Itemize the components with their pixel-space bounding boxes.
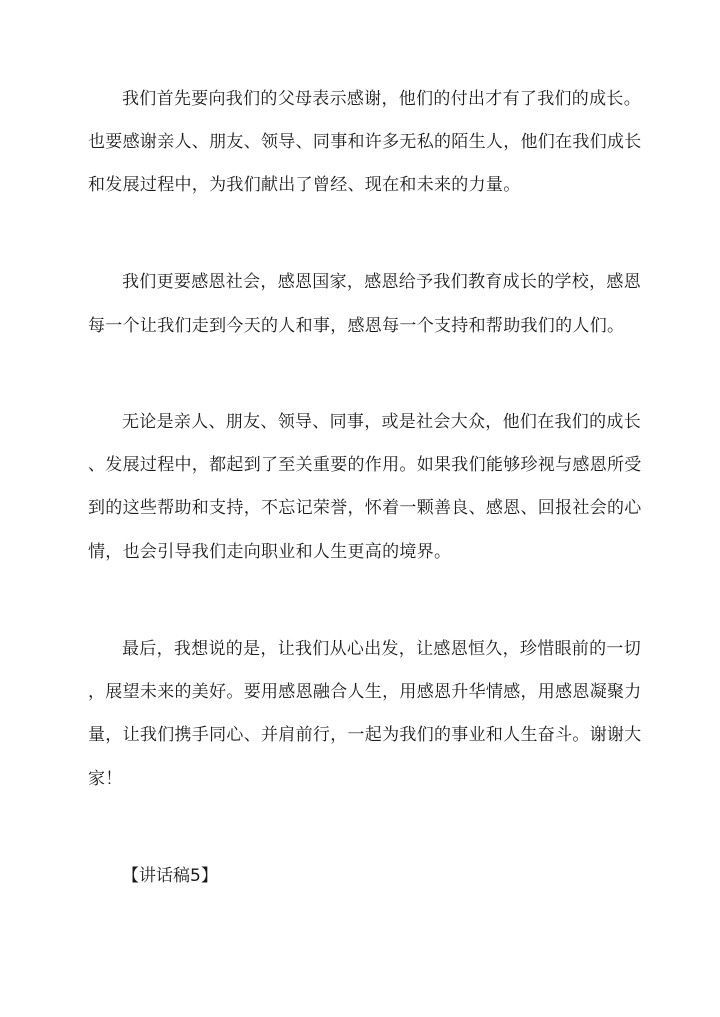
paragraph-4-line-4: 家！ xyxy=(88,769,123,789)
paragraph-4-line-1: 最后，我想说的是，让我们从心出发，让感恩恒久，珍惜眼前的一切 xyxy=(122,639,641,659)
paragraph-4-line-2: ，展望未来的美好。要用感恩融合人生，用感恩升华情感，用感恩凝聚力 xyxy=(88,682,642,702)
paragraph-4-line-3: 量，让我们携手同心、并肩前行，一起为我们的事业和人生奋斗。谢谢大 xyxy=(88,725,642,745)
paragraph-1-line-2: 也要感谢亲人、朋友、领导、同事和许多无私的陌生人，他们在我们成长 xyxy=(88,132,642,152)
section-heading: 【讲话稿5】 xyxy=(122,866,218,886)
paragraph-1-line-3: 和发展过程中，为我们献出了曾经、现在和未来的力量。 xyxy=(88,175,521,195)
paragraph-3-line-4: 情，也会引导我们走向职业和人生更高的境界。 xyxy=(88,542,452,562)
paragraph-3-line-1: 无论是亲人、朋友、领导、同事，或是社会大众，他们在我们的成长 xyxy=(122,412,641,432)
paragraph-2-line-1: 我们更要感恩社会，感恩国家，感恩给予我们教育成长的学校，感恩 xyxy=(122,272,641,292)
paragraph-3-line-2: 、发展过程中，都起到了至关重要的作用。如果我们能够珍视与感恩所受 xyxy=(88,455,642,475)
paragraph-1-line-1: 我们首先要向我们的父母表示感谢，他们的付出才有了我们的成长。 xyxy=(122,89,641,109)
paragraph-2-line-2: 每一个让我们走到今天的人和事，感恩每一个支持和帮助我们的人们。 xyxy=(88,316,625,336)
paragraph-3-line-3: 到的这些帮助和支持，不忘记荣誉，怀着一颗善良、感恩、回报社会的心 xyxy=(88,498,642,518)
